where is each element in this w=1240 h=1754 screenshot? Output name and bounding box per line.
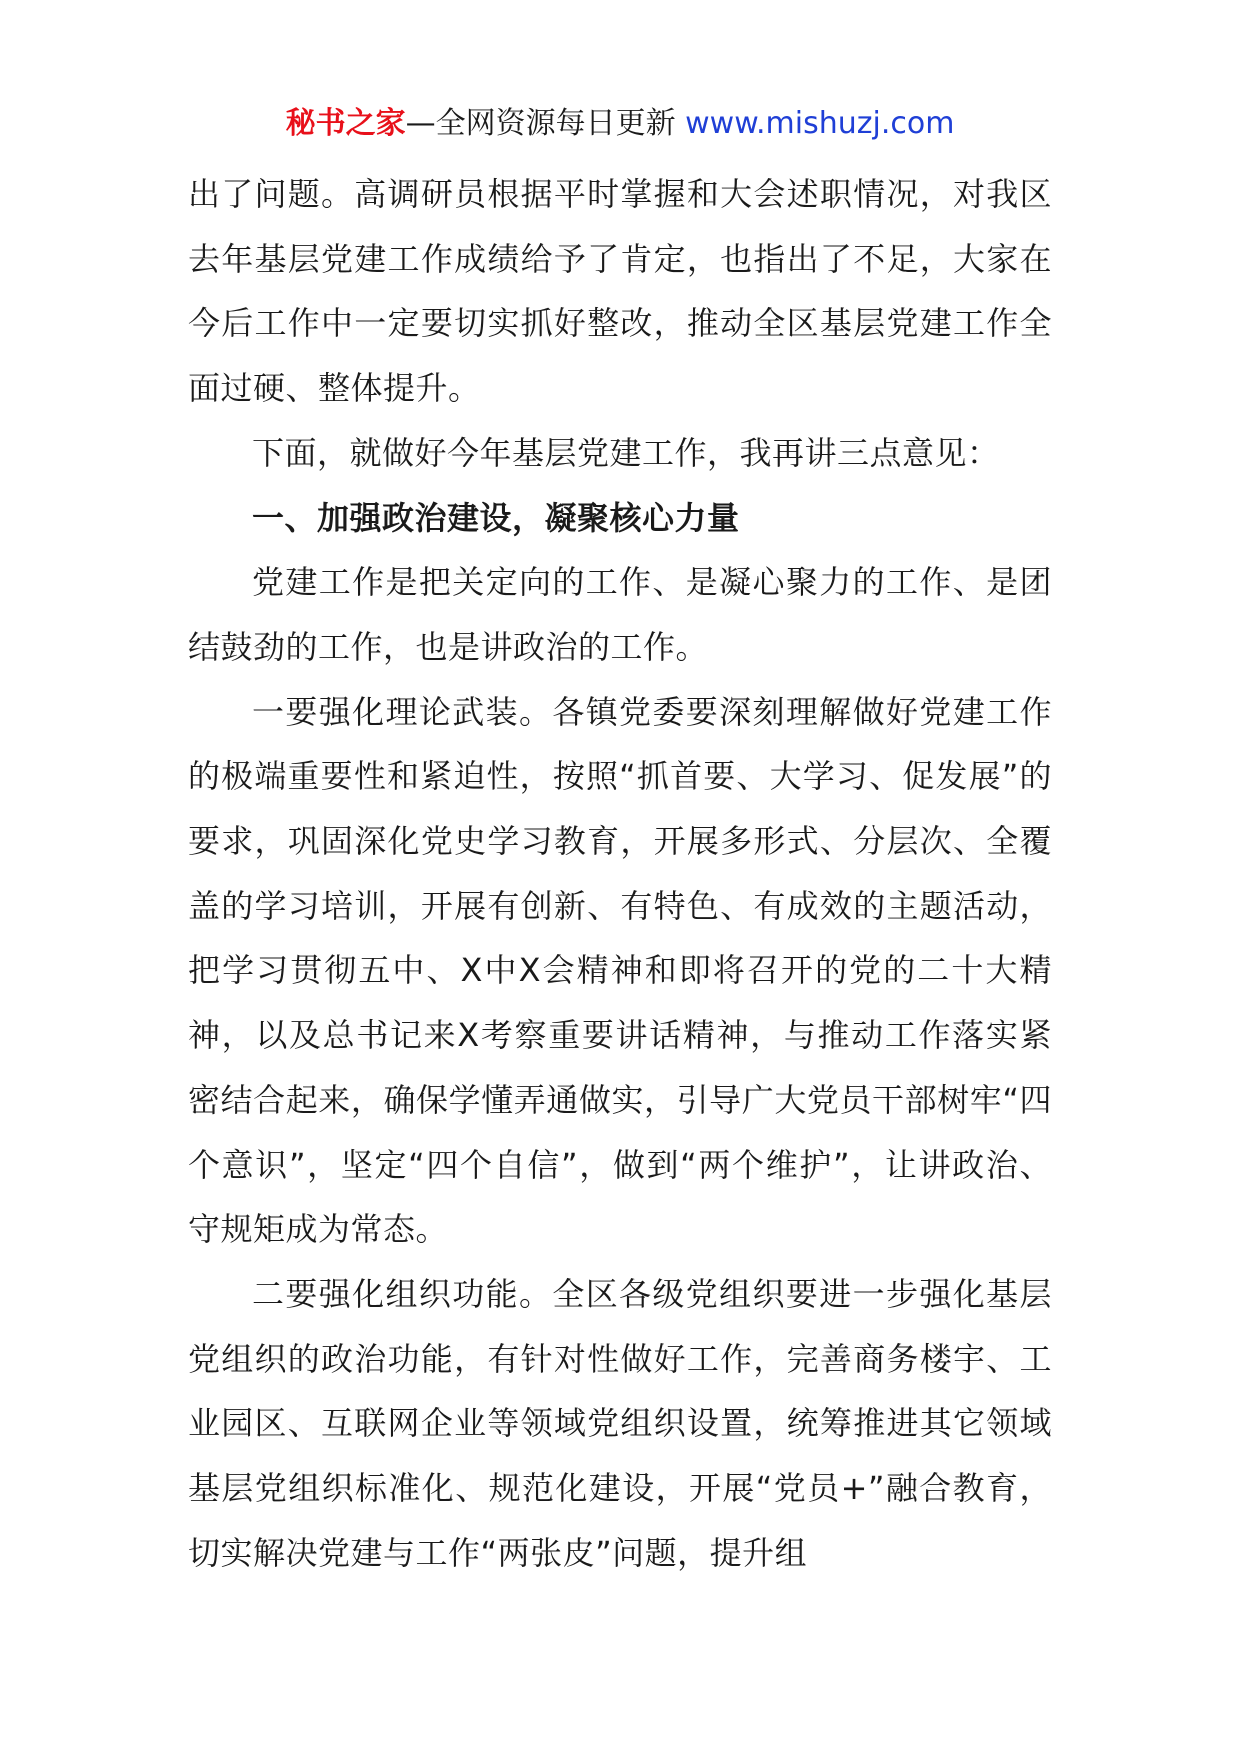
site-header	[0, 102, 1240, 146]
paragraph: 党建工作是把关定向的工作、是凝心聚力的工作、是团结鼓劲的工作，也是讲政治的工作。	[188, 563, 1052, 666]
paragraph-continuation: 出了问题。高调研员根据平时掌握和大会述职情况，对我区去年基层党建工作成绩给予了肯定，也指出了不足，大家在今后工作中一定要切实抓好整改，推动全区基层党建工作全面过硬、整体提升。	[188, 175, 1052, 408]
paragraph: 一要强化理论武装。各镇党委要深刻理解做好党建工作的极端重要性和紧迫性，按照“抓首要、大学习、促发展”的要求，巩固深化党史学习教育，开展多形式、分层次、全覆盖的学习培训，开展有创新、有特色、有成效的主题活动，把学习贯彻五中、X中X会精神和即将召开的党的二十大精神，以及总书记来X考察重要讲话精神，与推动工作落实紧密结合起来，确保学懂弄通做实，引导广大党员干部树牢“四个意识”，坚定“四个自信”，做到“两个维护”，让讲政治、守规矩成为常态。	[188, 692, 1052, 1249]
document-body	[188, 162, 1052, 1585]
paragraph: 二要强化组织功能。全区各级党组织要进一步强化基层党组织的政治功能，有针对性做好工作，完善商务楼宇、工业园区、互联网企业等领域党组织设置，统筹推进其它领域基层党组织标准化、规范化建设，开展“党员+”融合教育，切实解决党建与工作“两张皮”问题，提升组	[188, 1274, 1052, 1572]
site-brand: 秘书之家	[285, 106, 406, 141]
paragraph-intro: 下面，就做好今年基层党建工作，我再讲三点意见：	[252, 433, 1000, 472]
section-heading: 一、加强政治建设，凝聚核心力量	[252, 498, 740, 537]
site-tagline: —全网资源每日更新	[405, 106, 676, 141]
site-url-link[interactable]: www.mishuzj.com	[685, 106, 955, 141]
